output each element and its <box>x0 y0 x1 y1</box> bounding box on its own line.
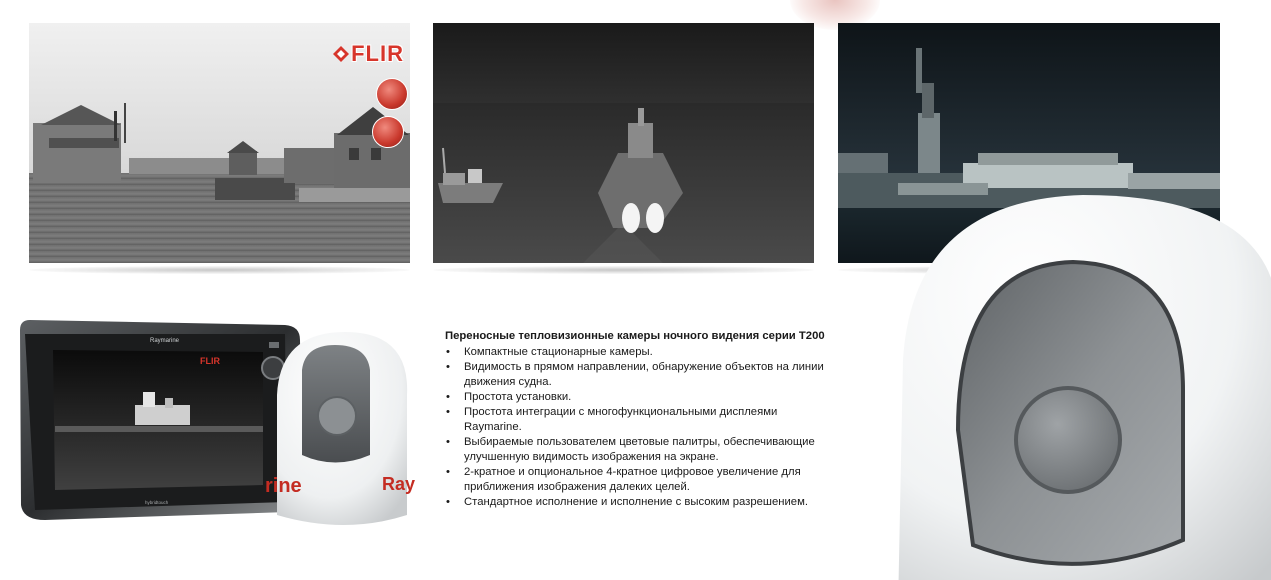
photo-shadow <box>433 266 814 274</box>
bullet-icon: • <box>446 466 450 478</box>
list-item-text: Видимость в прямом направлении, обнаружение объектов на линии движения судна. <box>464 361 824 388</box>
description-title: Переносные тепловизионные камеры ночного видения серии T200 <box>445 330 825 342</box>
list-item-text: Простота интеграции с многофункциональными дисплеями Raymarine. <box>464 406 778 433</box>
thermal-photo-boat <box>433 23 814 263</box>
flir-logo-text: FLIR <box>351 41 404 66</box>
bullet-icon: • <box>446 496 450 508</box>
bullet-icon: • <box>446 346 450 358</box>
camera-brand-right: Ray <box>382 474 415 494</box>
list-item <box>445 405 825 435</box>
photo-shadow <box>29 266 410 274</box>
display-brand: Raymarine <box>150 338 180 344</box>
feature-list <box>445 345 825 510</box>
thermal-camera-closeup <box>898 190 1271 580</box>
camera-brand-left: rine <box>265 475 302 497</box>
zoom-in-icon <box>376 78 408 110</box>
list-item <box>445 495 825 510</box>
display-footer: hybridtouch <box>145 500 169 505</box>
display-flir-logo: FLIR <box>200 356 220 366</box>
list-item-text: Стандартное исполнение и исполнение с высоким разрешением. <box>464 496 808 508</box>
product-display-and-camera <box>15 320 415 535</box>
flir-logo <box>333 41 404 67</box>
zoom-out-icon <box>372 116 404 148</box>
list-item-text: Выбираемые пользователем цветовые палитры, обеспечивающие улучшенную видимость изображения на экране. <box>464 436 815 463</box>
list-item <box>445 465 825 495</box>
list-item <box>445 345 825 360</box>
list-item-text: Компактные стационарные камеры. <box>464 346 653 358</box>
list-item <box>445 360 825 390</box>
bullet-icon: • <box>446 391 450 403</box>
list-item <box>445 390 825 405</box>
flir-mark-icon <box>333 46 349 62</box>
bullet-icon: • <box>446 361 450 373</box>
boat-thermal-icon <box>433 23 814 263</box>
list-item-text: 2-кратное и опциональное 4-кратное цифровое увеличение для приближения изображения далеких целей. <box>464 466 801 493</box>
thermal-photo-harbor <box>29 23 410 263</box>
list-item <box>445 435 825 465</box>
bullet-icon: • <box>446 406 450 418</box>
product-description <box>445 329 825 510</box>
list-item-text: Простота установки. <box>464 391 572 403</box>
bullet-icon: • <box>446 436 450 448</box>
